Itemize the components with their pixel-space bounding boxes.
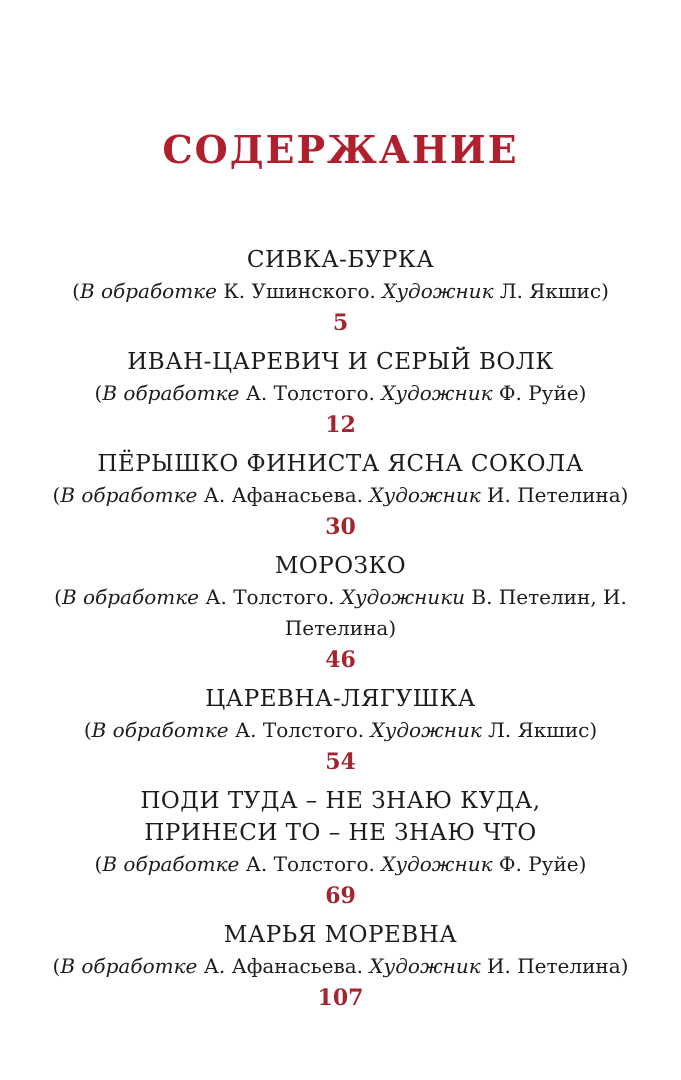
toc-entry (0, 683, 681, 779)
table-of-contents (0, 244, 681, 1015)
toc-entry-page-number: 12 (325, 412, 356, 438)
credit-adapted-label: В обработке (61, 585, 199, 609)
toc-entry-title: ЦАРЕВНА-ЛЯГУШКА (205, 686, 476, 712)
credit-adapter-name: А. Толстого. (205, 585, 335, 609)
toc-entry-credit (0, 276, 681, 307)
credit-adapter-name: К. Ушинского. (223, 279, 376, 303)
toc-entry-page-number: 54 (325, 749, 356, 775)
credit-adapted-label: В обработке (79, 279, 217, 303)
credit-adapted-label: В обработке (102, 381, 240, 405)
credit-close-paren: ) (620, 954, 629, 978)
toc-entry-title: ПОДИ ТУДА – НЕ ЗНАЮ КУДА, (140, 788, 541, 814)
toc-entry-page-number: 46 (325, 647, 356, 673)
credit-artist-label: Художник (370, 718, 482, 742)
toc-entry-page-number: 69 (325, 883, 356, 909)
credit-artist-name: В. Петелин, И. Петелина (284, 585, 627, 640)
toc-entry-credit (0, 378, 681, 409)
toc-entry (0, 550, 681, 677)
toc-entry (0, 448, 681, 544)
credit-close-paren: ) (578, 381, 587, 405)
credit-artist-name: Ф. Руйе (498, 381, 579, 405)
credit-open-paren: ( (54, 585, 62, 609)
credit-adapter-name: А. Толстого. (245, 381, 375, 405)
credit-adapted-label: В обработке (102, 852, 240, 876)
credit-close-paren: ) (578, 852, 587, 876)
toc-entry-credit (0, 849, 681, 880)
credit-artist-name: Ф. Руйе (498, 852, 579, 876)
credit-close-paren: ) (589, 718, 598, 742)
toc-entry-credit (0, 715, 681, 746)
credit-open-paren: ( (52, 483, 61, 507)
toc-entry (0, 785, 681, 913)
contents-heading: СОДЕРЖАНИЕ (162, 127, 519, 172)
credit-artist-label: Художники (340, 585, 466, 609)
toc-entry-page-number: 30 (325, 514, 356, 540)
credit-open-paren: ( (94, 381, 103, 405)
credit-close-paren: ) (388, 616, 397, 640)
credit-open-paren: ( (83, 718, 92, 742)
toc-entry (0, 346, 681, 442)
credit-artist-label: Художник (369, 483, 481, 507)
credit-artist-name: И. Петелина (487, 954, 621, 978)
toc-entry-credit (0, 582, 681, 644)
credit-adapter-name: А. Толстого. (245, 852, 375, 876)
credit-artist-label: Художник (381, 381, 493, 405)
toc-entry-page-number: 5 (332, 310, 349, 336)
credit-close-paren: ) (620, 483, 629, 507)
credit-open-paren: ( (72, 279, 80, 303)
toc-entry-credit (0, 951, 681, 982)
toc-entry-title: МАРЬЯ МОРЕВНА (223, 922, 458, 948)
credit-open-paren: ( (94, 852, 103, 876)
credit-artist-name: И. Петелина (487, 483, 621, 507)
toc-entry-page-number: 107 (317, 985, 364, 1011)
credit-artist-label: Художник (382, 279, 494, 303)
toc-entry-title: МОРОЗКО (274, 553, 407, 579)
credit-artist-name: Л. Якшис (499, 279, 602, 303)
toc-entry-title: ИВАН-ЦАРЕВИЧ И СЕРЫЙ ВОЛК (127, 349, 554, 375)
credit-adapted-label: В обработке (60, 954, 198, 978)
toc-entry (0, 244, 681, 340)
credit-artist-label: Художник (369, 954, 481, 978)
credit-adapted-label: В обработке (60, 483, 198, 507)
credit-open-paren: ( (52, 954, 61, 978)
toc-entry-credit (0, 480, 681, 511)
toc-entry-title: СИВКА-БУРКА (246, 247, 435, 273)
credit-close-paren: ) (601, 279, 609, 303)
credit-artist-label: Художник (381, 852, 493, 876)
credit-artist-name: Л. Якшис (488, 718, 590, 742)
toc-entry-title-line2: ПРИНЕСИ ТО – НЕ ЗНАЮ ЧТО (144, 820, 537, 846)
credit-adapter-name: А. Толстого. (235, 718, 365, 742)
credit-adapter-name: А. Афанасьева. (203, 954, 364, 978)
credit-adapted-label: В обработке (91, 718, 229, 742)
toc-entry (0, 919, 681, 1015)
toc-entry-title: ПЁРЫШКО ФИНИСТА ЯСНА СОКОЛА (97, 451, 584, 477)
credit-adapter-name: А. Афанасьева. (203, 483, 364, 507)
